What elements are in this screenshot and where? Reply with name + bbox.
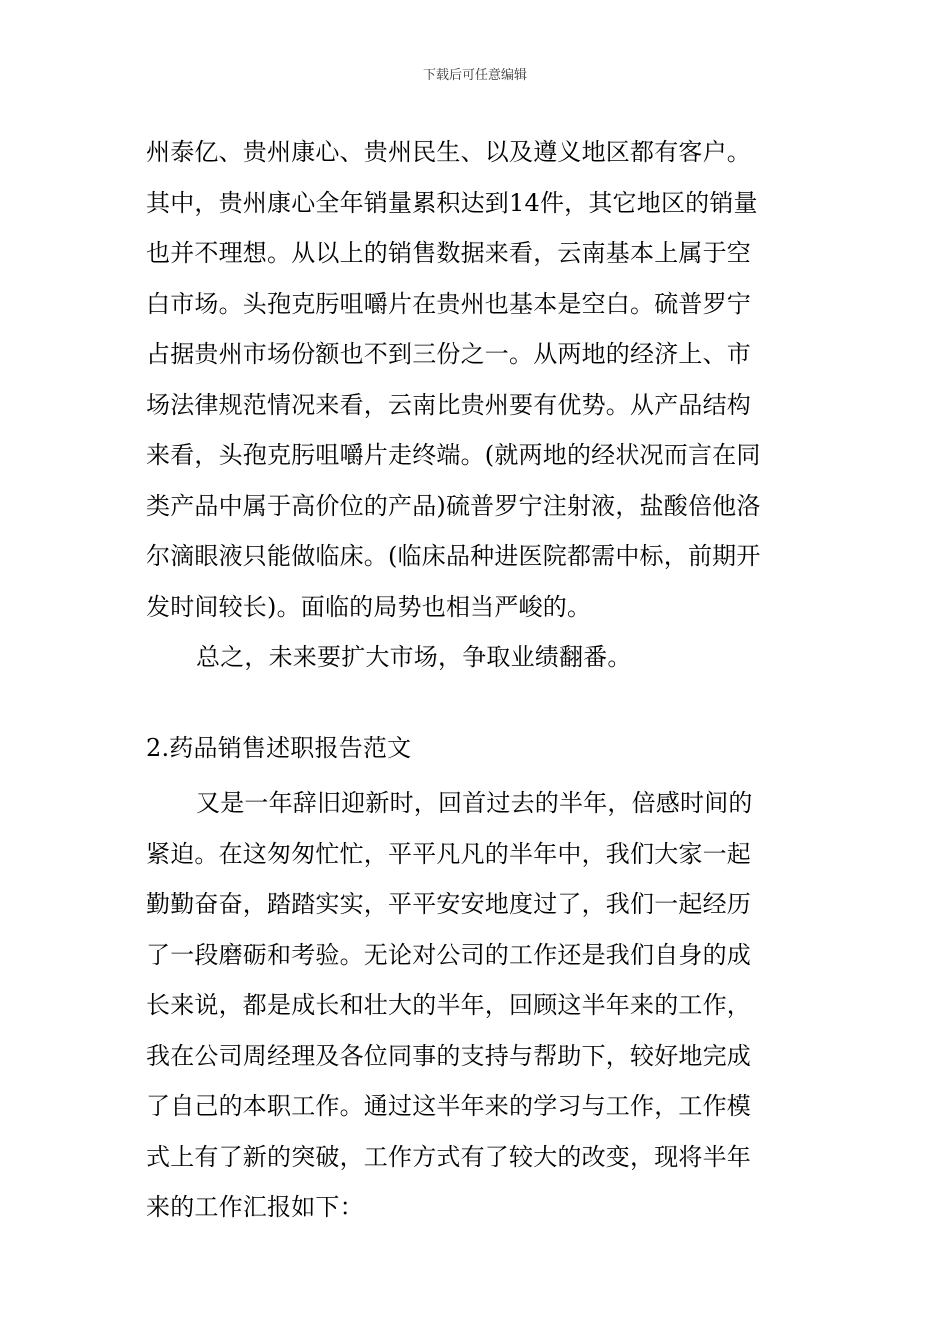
section-spacer	[146, 683, 810, 723]
section-2-paragraph	[146, 778, 810, 1233]
paragraph-line: 白市场。头孢克肟咀嚼片在贵州也基本是空白。硫普罗宁	[146, 289, 751, 318]
paragraph-line: 紧迫。在这匆匆忙忙，平平凡凡的半年中，我们大家一起	[146, 839, 751, 868]
paragraph-line: 来看，头孢克肟咀嚼片走终端。(就两地的经状况而言在同	[146, 441, 761, 469]
paragraph-line: 来的工作汇报如下：	[146, 1193, 364, 1221]
paragraph-line: 州泰亿、贵州康心、贵州民生、以及遵义地区都有客户。	[146, 138, 751, 166]
paragraph-line: 长来说，都是成长和壮大的半年，回顾这半年来的工作，	[146, 991, 751, 1019]
paragraph-line: 占据贵州市场份额也不到三份之一。从两地的经济上、市	[146, 340, 751, 368]
section-2-heading: 2.药品销售述职报告范文	[146, 733, 412, 762]
conclusion-line: 总之，未来要扩大市场，争取业绩翻番。	[196, 643, 632, 671]
page-header: 下载后可任意编辑	[422, 68, 527, 83]
paragraph-line: 又是一年辞旧迎新时，回首过去的半年，倍感时间的	[196, 789, 753, 817]
paragraph-line: 了自己的本职工作。通过这半年来的学习与工作，工作模	[146, 1092, 751, 1120]
paragraph-line: 勤勤奋奋，踏踏实实，平平安安地度过了，我们一起经历	[146, 890, 751, 918]
paragraph-line: 类产品中属于高价位的产品)硫普罗宁注射液，盐酸倍他洛	[146, 491, 761, 520]
section-1-paragraph	[146, 127, 810, 632]
paragraph-line: 发时间较长)。面临的局势也相当严峻的。	[146, 592, 592, 621]
paragraph-line: 场法律规范情况来看，云南比贵州要有优势。从产品结构	[146, 390, 751, 419]
document-body	[146, 127, 810, 1233]
paragraph-line: 我在公司周经理及各位同事的支持与帮助下，较好地完成	[146, 1041, 751, 1070]
paragraph-line: 了一段磨砺和考验。无论对公司的工作还是我们自身的成	[146, 940, 751, 969]
paragraph-line: 尔滴眼液只能做临床。(临床品种进医院都需中标，前期开	[146, 542, 761, 570]
paragraph-line: 式上有了新的突破，工作方式有了较大的改变，现将半年	[146, 1142, 751, 1171]
paragraph-line: 也并不理想。从以上的销售数据来看，云南基本上属于空	[146, 239, 751, 267]
paragraph-line: 其中，贵州康心全年销量累积达到14件，其它地区的销量	[146, 188, 758, 217]
